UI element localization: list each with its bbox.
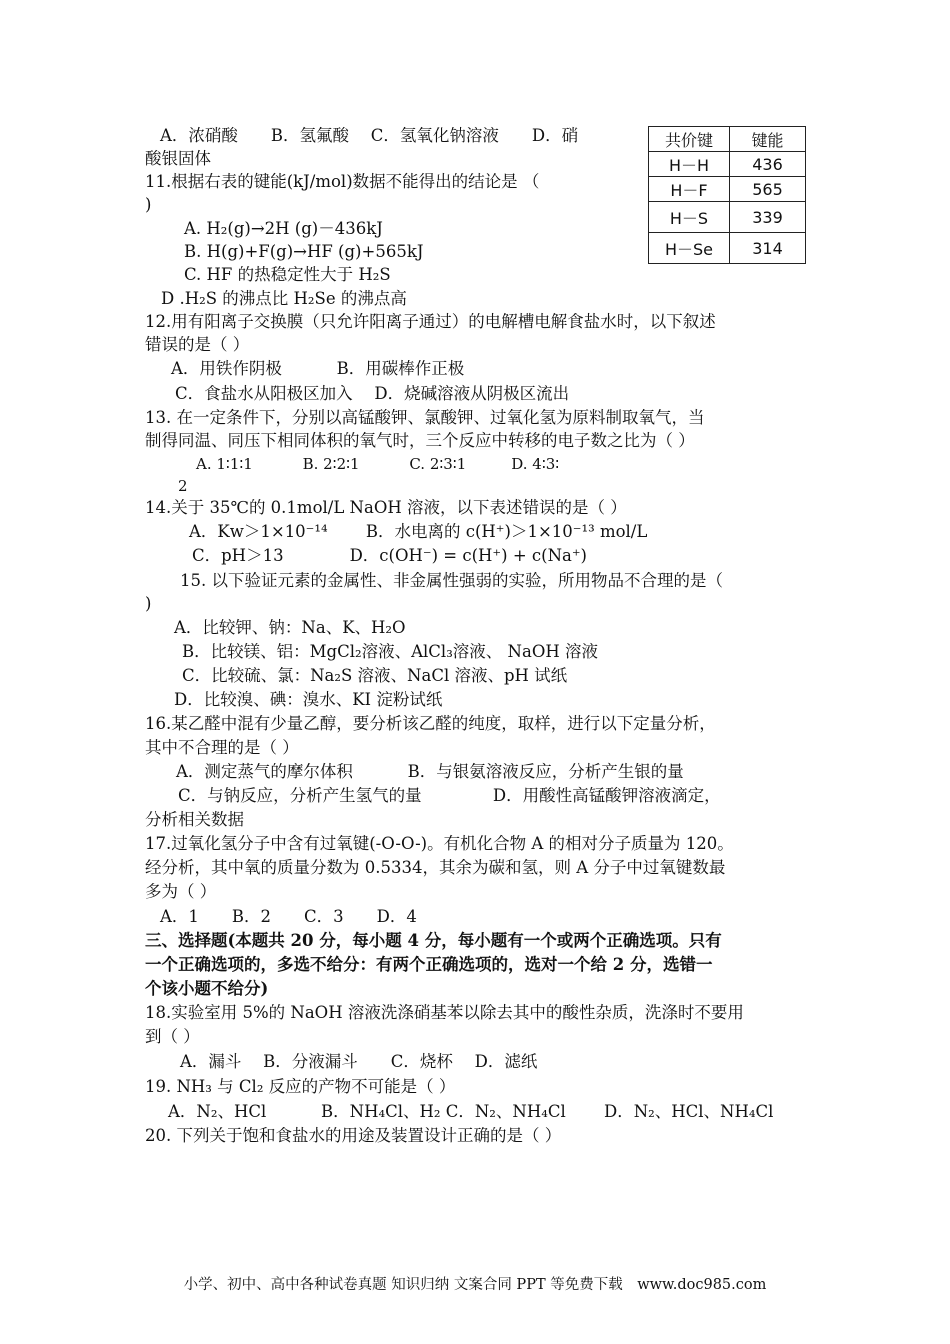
q13-options-cont: 2: [178, 477, 188, 495]
q11-stem: 11.根据右表的键能(kJ/mol)数据不能得出的结论是 （: [145, 172, 540, 191]
q20-stem: 20. 下列关于饱和食盐水的用途及装置设计正确的是（ ）: [145, 1126, 562, 1145]
q19-options: A．N₂、HCl B．NH₄Cl、H₂ C．N₂、NH₄Cl D．N₂、HCl、NH₄Cl: [168, 1102, 774, 1121]
q16-stem: 16.某乙醛中混有少量乙醇，要分析该乙醛的纯度，取样，进行以下定量分析，: [145, 714, 716, 733]
table-cell-bond: H－H: [649, 152, 730, 177]
q12-stem: 12.用有阳离子交换膜（只允许阳离子通过）的电解槽电解食盐水时，以下叙述: [145, 312, 716, 331]
q14-stem: 14.关于 35℃的 0.1mol/L NaOH 溶液，以下表述错误的是（ ）: [145, 498, 627, 517]
q11-option-c: C. HF 的热稳定性大于 H₂S: [184, 265, 391, 284]
q18-options: A．漏斗 B．分液漏斗 C．烧杯 D．滤纸: [180, 1052, 538, 1071]
q15-option-a: A．比较钾、钠：Na、K、H₂O: [174, 618, 406, 637]
q11-stem-end: ): [145, 195, 152, 214]
q15-stem: 15. 以下验证元素的金属性、非金属性强弱的实验，所用物品不合理的是（: [180, 571, 723, 590]
table-cell-energy: 565: [730, 177, 806, 202]
q12-options-cd: C．食盐水从阳极区加入 D．烧碱溶液从阴极区流出: [175, 384, 570, 403]
q17-stem-cont: 经分析，其中氧的质量分数为 0.5334，其余为碳和氢，则 A 分子中过氧键数最: [145, 858, 726, 877]
table-header-row: [649, 127, 806, 152]
table-header-bond: 共价键: [649, 127, 730, 152]
q11-option-d: D .H₂S 的沸点比 H₂Se 的沸点高: [161, 289, 407, 308]
q10-options-line: A．浓硝酸 B．氢氟酸 C．氢氧化钠溶液 D．硝: [160, 126, 579, 145]
q18-stem-cont: 到（ ）: [145, 1027, 200, 1046]
q17-options: A．1 B．2 C．3 D．4: [160, 907, 417, 926]
q16-options-ab: A．测定蒸气的摩尔体积 B．与银氨溶液反应，分析产生银的量: [176, 762, 684, 781]
section-3-heading: 三、选择题(本题共 20 分，每小题 4 分，每小题有一个或两个正确选项。只有: [145, 931, 722, 950]
table-cell-energy: 314: [730, 233, 806, 264]
table-cell-energy: 436: [730, 152, 806, 177]
q17-stem: 17.过氧化氢分子中含有过氧键(-O-O-)。有机化合物 A 的相对分子质量为 120。: [145, 834, 734, 853]
q15-option-b: B．比较镁、铝：MgCl₂溶液、AlCl₃溶液、 NaOH 溶液: [182, 642, 598, 661]
q16-options-cont: 分析相关数据: [145, 810, 244, 829]
table-cell-bond: H－F: [649, 177, 730, 202]
q15-option-c: C．比较硫、氯：Na₂S 溶液、NaCl 溶液、pH 试纸: [182, 666, 568, 685]
q10-options-cont: 酸银固体: [145, 149, 211, 168]
table-row: [649, 177, 806, 202]
q16-stem-cont: 其中不合理的是（ ）: [145, 738, 299, 757]
section-3-heading-end: 个该小题不给分): [145, 979, 269, 998]
q15-option-d: D．比较溴、碘：溴水、KI 淀粉试纸: [174, 690, 443, 709]
table-header-energy: 键能: [730, 127, 806, 152]
q13-stem-cont: 制得同温、同压下相同体积的氧气时，三个反应中转移的电子数之比为（ ）: [145, 431, 695, 450]
page-footer: 小学、初中、高中各种试卷真题 知识归纳 文案合同 PPT 等免费下载 www.doc985.com: [183, 1277, 767, 1293]
q15-stem-end: ): [145, 594, 152, 613]
table-row: [649, 202, 806, 233]
q13-options: A. 1∶1∶1 B. 2∶2∶1 C. 2∶3∶1 D. 4∶3∶: [196, 455, 560, 473]
q11-option-b: B. H(g)+F(g)→HF (g)+565kJ: [184, 242, 424, 261]
table-row: [649, 152, 806, 177]
q14-options-ab: A．Kw＞1×10⁻¹⁴ B．水电离的 c(H⁺)＞1×10⁻¹³ mol/L: [189, 522, 648, 541]
q13-stem: 13. 在一定条件下，分别以高锰酸钾、氯酸钾、过氧化氢为原料制取氧气，当: [145, 408, 705, 427]
q11-option-a: A. H₂(g)→2H (g)－436kJ: [184, 219, 383, 238]
bond-energy-table: [648, 126, 806, 264]
q19-stem: 19. NH₃ 与 Cl₂ 反应的产物不可能是（ ）: [145, 1077, 456, 1096]
table-row: [649, 233, 806, 264]
q12-options-ab: A．用铁作阴极 B．用碳棒作正极: [171, 359, 465, 378]
q18-stem: 18.实验室用 5%的 NaOH 溶液洗涤硝基苯以除去其中的酸性杂质，洗涤时不要用: [145, 1003, 744, 1022]
section-3-heading-cont: 一个正确选项的，多选不给分：有两个正确选项的，选对一个给 2 分，选错一: [145, 955, 713, 974]
table-cell-energy: 339: [730, 202, 806, 233]
q12-stem-cont: 错误的是（ ）: [145, 335, 250, 354]
q14-options-cd: C．pH＞13 D．c(OH⁻) = c(H⁺) + c(Na⁺): [192, 546, 587, 565]
table-cell-bond: H－Se: [649, 233, 730, 264]
q16-options-cd: C．与钠反应，分析产生氢气的量 D．用酸性高锰酸钾溶液滴定，: [178, 786, 721, 805]
table-cell-bond: H－S: [649, 202, 730, 233]
q17-stem-end: 多为（ ）: [145, 882, 217, 901]
